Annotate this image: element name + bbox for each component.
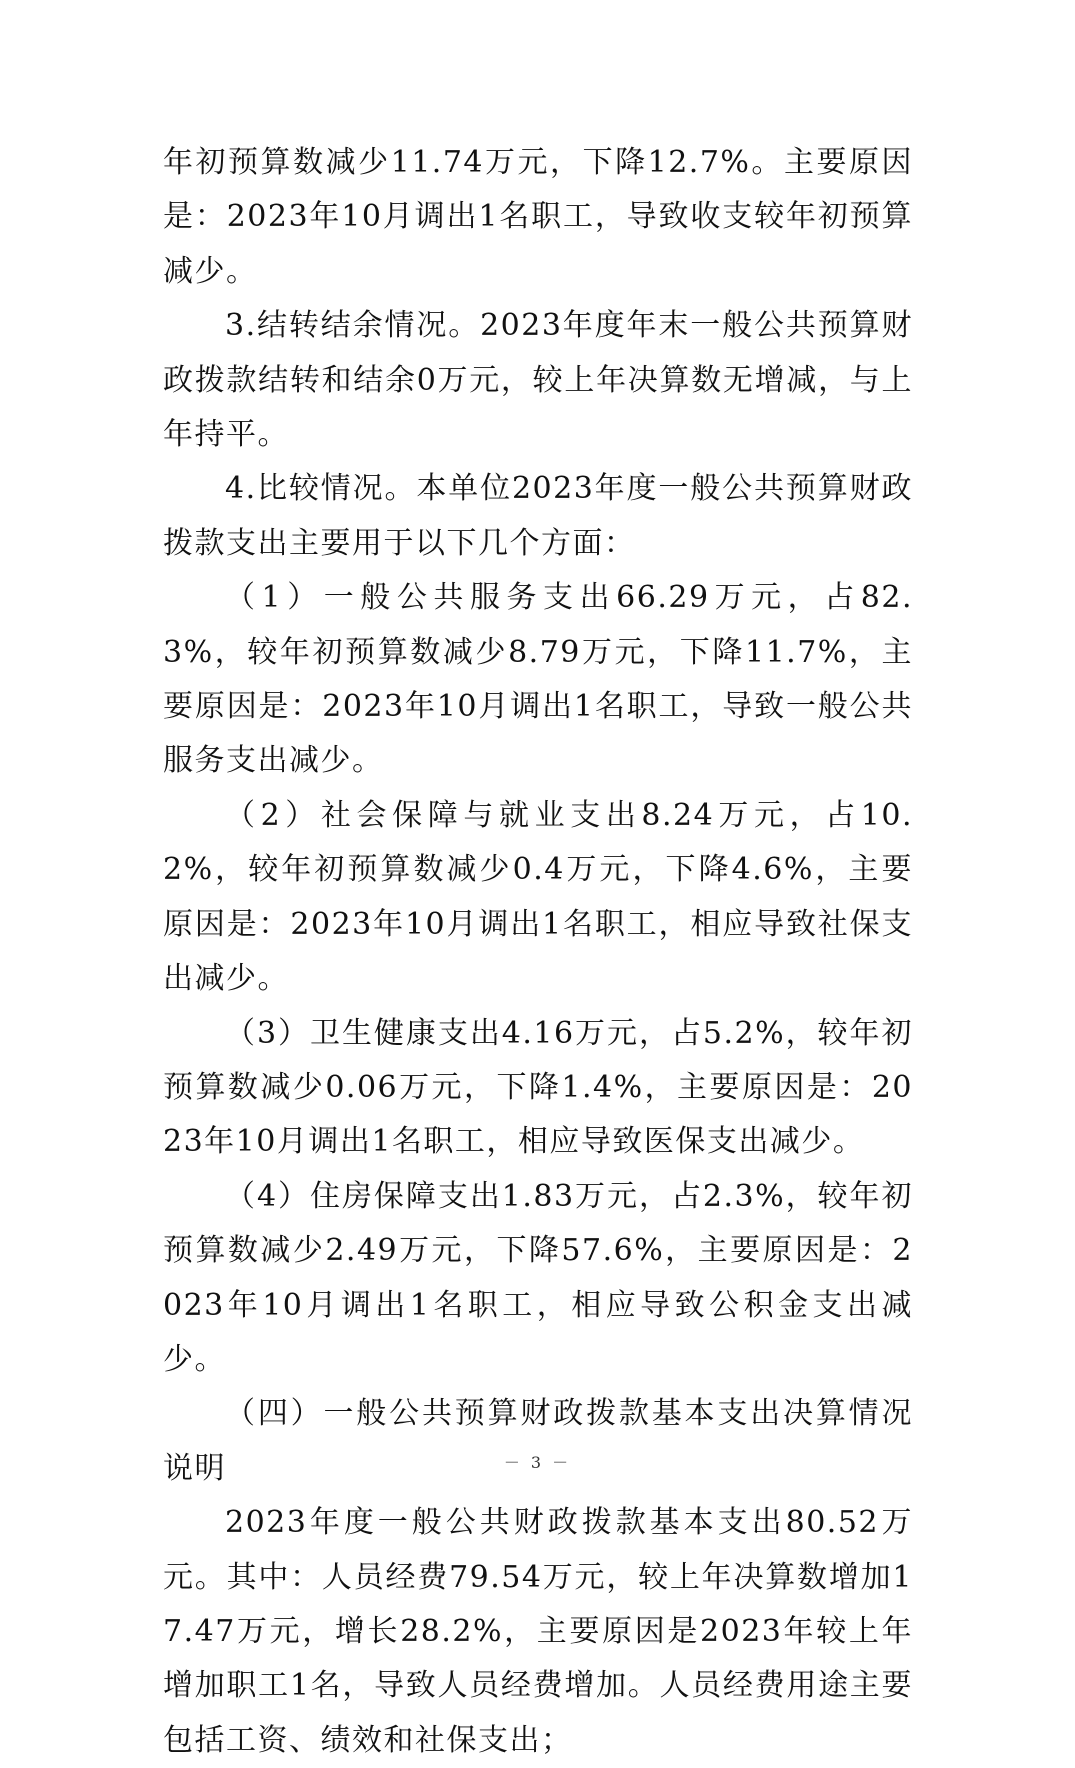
document-body — [163, 136, 913, 1768]
paragraph-social-security: （2）社会保障与就业支出8.24万元，占10.2%，较年初预算数减少0.4万元，下降4.6%，主要原因是：2023年10月调出1名职工，相应导致社保支出减少。 — [163, 797, 913, 997]
paragraph-health: （3）卫生健康支出4.16万元，占5.2%，较年初预算数减少0.06万元，下降1.4%，主要原因是：2023年10月调出1名职工，相应导致医保支出减少。 — [163, 1015, 913, 1160]
paragraph-comparison: 4.比较情况。本单位2023年度一般公共预算财政拨款支出主要用于以下几个方面： — [163, 471, 913, 561]
paragraph-continuation: 年初预算数减少11.74万元，下降12.7%。主要原因是：2023年10月调出1名职工，导致收支较年初预算减少。 — [163, 145, 913, 289]
paragraph-basic-expenditure: 2023年度一般公共财政拨款基本支出80.52万元。其中：人员经费79.54万元，较上年决算数增加17.47万元，增长28.2%，主要原因是2023年较上年增加职工1名，导致人员经费增加。人员经费用途主要包括工资、绩效和社保支出； — [163, 1505, 913, 1758]
paragraph-carryover-balance: 3.结转结余情况。2023年度年末一般公共预算财政拨款结转和结余0万元，较上年决算数无增减，与上年持平。 — [163, 308, 913, 453]
paragraph-housing: （4）住房保障支出1.83万元，占2.3%，较年初预算数减少2.49万元，下降57.6%，主要原因是：2023年10月调出1名职工，相应导致公积金支出减少。 — [163, 1178, 913, 1377]
paragraph-general-public-services: （1）一般公共服务支出66.29万元，占82.3%，较年初预算数减少8.79万元，下降11.7%，主要原因是：2023年10月调出1名职工，导致一般公共服务支出减少。 — [163, 580, 913, 779]
page-number: － 3 － — [503, 1453, 572, 1472]
section-heading-basic-expenditure: （四）一般公共预算财政拨款基本支出决算情况说明 — [163, 1396, 913, 1486]
